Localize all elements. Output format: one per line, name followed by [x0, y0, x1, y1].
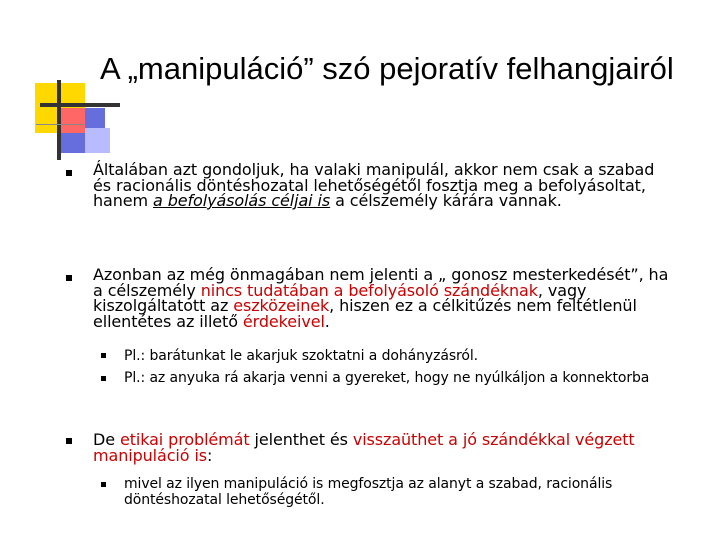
decor-vertical-line [57, 80, 61, 160]
bullet-1-text: Általában azt gondoljuk, ha valaki manipulál, akkor nem csak a szabad és racionális döntéshozatal lehetőségétől fosztja meg a befolyásoltat, hanem a befolyásolás céljai is a célszemély kárára vannak. [93, 160, 655, 210]
sub-bullet-text: Pl.: barátunkat le akarjuk szoktatni a dohányzásról. [124, 348, 478, 364]
decor-pale-blue-square [85, 128, 110, 153]
sub-bullet-text: Pl.: az anyuka rá akarja venni a gyereket, hogy ne nyúlkáljon a konnektorba [124, 370, 650, 386]
bullet-marker [66, 438, 72, 444]
slide-title: A „manipuláció” szó pejoratív felhangjairól [100, 51, 674, 86]
decor-red-square [60, 108, 85, 133]
bullet-3-text: De etikai problémát jelenthet és visszaüthet a jó szándékkal végzett manipuláció is: [93, 430, 635, 465]
sub-bullet-marker [101, 482, 106, 487]
sub-bullet-text: mivel az ilyen manipuláció is megfosztja az alanyt a szabad, racionális döntéshozatal lehetőségétől. [124, 476, 613, 508]
bullet-marker [66, 170, 72, 176]
bullet-marker [66, 275, 72, 281]
decor-horizontal-line [40, 103, 120, 107]
bullet-2-text: Azonban az még önmagában nem jelenti a „ gonosz mesterkedését”, ha a célszemély nincs tudatában a befolyásoló szándéknak, vagy kiszolgáltatott az eszközeinek, hiszen ez a célkitűzés nem feltétlenül ellentétes az illető érdekeivel. [93, 265, 669, 331]
decor-thin-line [36, 124, 84, 125]
sub-bullet-marker [101, 353, 106, 358]
sub-bullet-marker [101, 376, 106, 381]
